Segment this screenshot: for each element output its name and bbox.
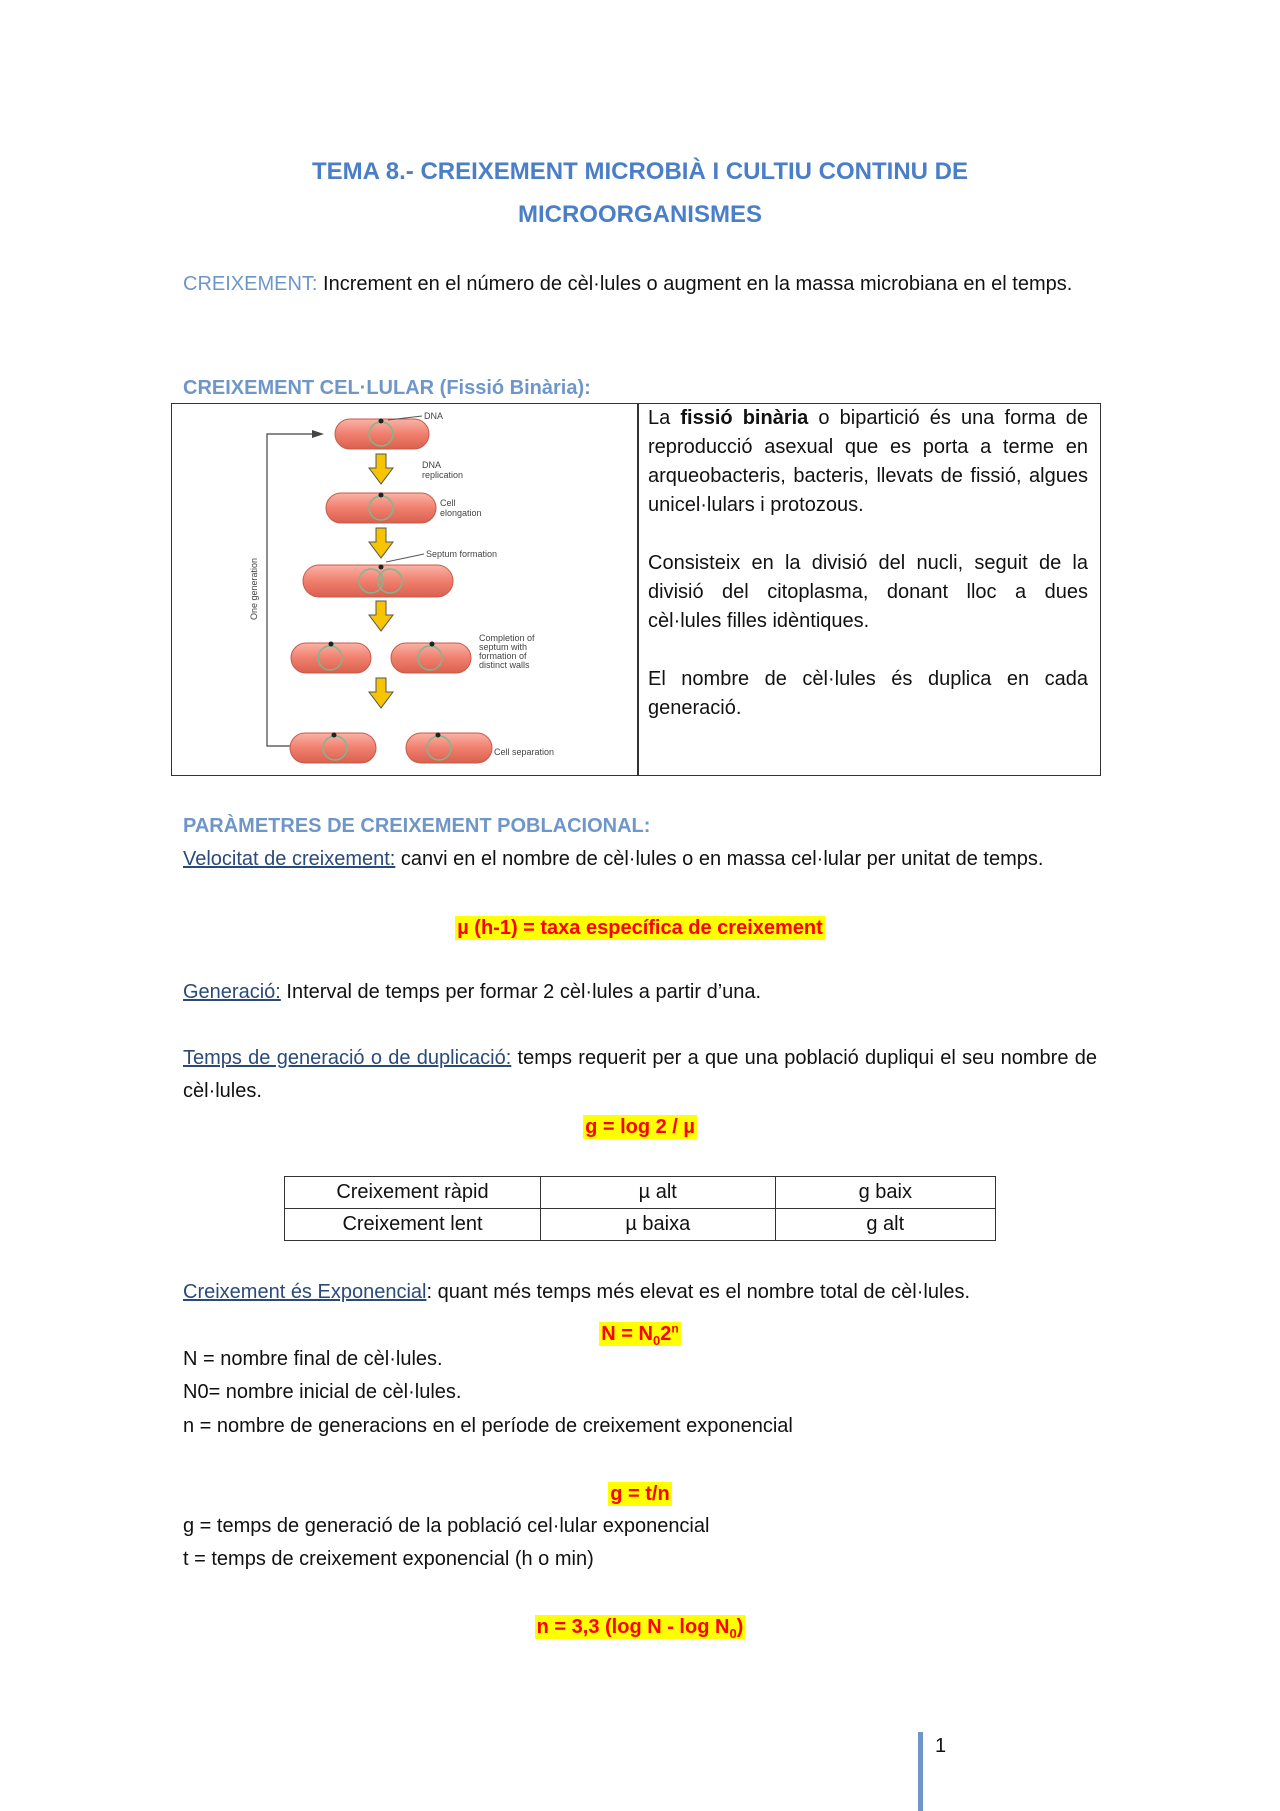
down-arrow-icon [369, 454, 393, 484]
exponencial-text: : quant més temps més elevat es el nombre total de cèl·lules. [426, 1281, 971, 1303]
temps-text: temps requerit per a que una població dupliqui el seu nombre de cèl·lules. [183, 1047, 1097, 1102]
bacterial-cell [290, 733, 376, 763]
velocitat-term: Velocitat de creixement: [183, 848, 396, 870]
formula-g-row [183, 1112, 1097, 1142]
formula-n [535, 1615, 746, 1639]
attachment-dot [329, 642, 334, 647]
formula-mu: µ (h-1) = taxa específica de creixement [457, 917, 823, 939]
completion-label: septum with [479, 642, 528, 652]
generacio-text: Interval de temps per formar 2 cèl·lules a partir d’una. [280, 981, 762, 1003]
exponencial-definition [183, 1276, 1097, 1309]
page-title [183, 150, 1097, 236]
formula-n-a: n = 3,3 (log N - log N [536, 1616, 730, 1638]
temps-term: Temps de generació o de duplicació: [183, 1047, 512, 1069]
attachment-dot [332, 733, 337, 738]
creixement-definition [183, 268, 1097, 301]
formula-N-sup: n [671, 1321, 679, 1335]
fission-para-1 [648, 404, 1088, 520]
generacio-definition [183, 976, 1097, 1009]
dna-replication-label: DNA [422, 460, 442, 470]
def-N: N = nombre final de cèl·lules. [183, 1348, 443, 1370]
table-cell: µ baixa [540, 1209, 775, 1241]
attachment-dot [430, 642, 435, 647]
fission-figure-table [171, 403, 1101, 776]
completion-label: Completion of [479, 633, 535, 643]
para1-pre: La [648, 407, 681, 429]
attachment-dot [379, 419, 384, 424]
septum-formation-label: Septum formation [426, 549, 498, 559]
down-arrow-icon [369, 601, 393, 631]
formula-N-sub: 0 [652, 1332, 661, 1348]
title-line-2: MICROORGANISMES [517, 201, 762, 228]
attachment-dot [379, 565, 384, 570]
creixement-text: Increment en el número de cèl·lules o augment en la massa microbiana en el temps. [317, 273, 1073, 295]
bacterial-cell [335, 419, 429, 449]
params-heading: PARÀMETRES DE CREIXEMENT POBLACIONAL: [183, 815, 651, 837]
creixement-label: CREIXEMENT: [183, 273, 318, 295]
table-cell: Creixement ràpid [285, 1177, 541, 1209]
para1-post: o bipartició és una forma de reproducció asexual que es porta a terme en arqueobacteris, bacteris, llevats de fissió, algues unicel·lulars i protozous. [648, 407, 1088, 516]
dna-label: DNA [424, 411, 444, 421]
def-n: n = nombre de generacions en el període de creixement exponencial [183, 1415, 793, 1437]
page-number-bar [918, 1732, 923, 1811]
formula-N-b: 2 [660, 1322, 672, 1345]
formula-n-b: ) [736, 1616, 744, 1638]
def-N0: N0= nombre inicial de cèl·lules. [183, 1381, 462, 1403]
formula-N-a: N = N [601, 1322, 653, 1345]
completion-label: distinct walls [479, 660, 530, 670]
leader-line [386, 554, 424, 562]
table-row [285, 1209, 996, 1241]
page-number: 1 [935, 1735, 947, 1757]
attachment-dot [379, 493, 384, 498]
title-line-1: TEMA 8.- CREIXEMENT MICROBIÀ I CULTIU CONTINU DE [312, 158, 968, 185]
formula-g: g = log 2 / µ [585, 1116, 695, 1138]
growth-comparison-table [284, 1176, 996, 1241]
formula-gtn-row [183, 1479, 1097, 1509]
velocitat-text: canvi en el nombre de cèl·lules o en massa cel·lular per unitat de temps. [395, 848, 1044, 870]
figure-divider [637, 404, 639, 775]
down-arrow-icon [369, 678, 393, 708]
fission-para-2: Consisteix en la divisió del nucli, seguit de la divisió del citoplasma, donant lloc a dues cèl·lules filles idèntiques. [648, 552, 1088, 632]
dna-replication-label: replication [422, 470, 464, 480]
temps-definition [183, 1042, 1097, 1108]
formula-n-row [183, 1612, 1097, 1649]
cellular-heading: CREIXEMENT CEL·LULAR (Fissió Binària): [183, 377, 591, 399]
exponencial-term: Creixement és Exponencial [183, 1281, 427, 1303]
bacterial-cell [391, 643, 471, 673]
formula-mu-row [183, 913, 1097, 943]
one-generation-label: One generation [249, 557, 259, 621]
cell-separation-label: Cell separation [494, 747, 555, 757]
def-g: g = temps de generació de la població cel·lular exponencial [183, 1515, 710, 1537]
para1-bold: fissió binària [680, 407, 809, 429]
cell-elongation-label: Cell [440, 498, 456, 508]
down-arrow-icon [369, 528, 393, 558]
generacio-term: Generació: [183, 981, 281, 1003]
fission-para-3: El nombre de cèl·lules és duplica en cada generació. [648, 668, 1088, 719]
bracket-arrowhead-icon [312, 430, 324, 438]
table-cell: µ alt [540, 1177, 775, 1209]
table-cell: g baix [775, 1177, 995, 1209]
table-cell: g alt [775, 1209, 995, 1241]
bacterial-cell [406, 733, 492, 763]
cell-elongation-label: elongation [440, 508, 482, 518]
formula-n-sub: 0 [729, 1626, 737, 1641]
table-cell: Creixement lent [285, 1209, 541, 1241]
formula-gtn: g = t/n [610, 1483, 670, 1505]
velocitat-definition [183, 843, 1097, 876]
completion-label: formation of [479, 651, 527, 661]
def-t: t = temps de creixement exponencial (h o min) [183, 1548, 594, 1570]
table-row [285, 1177, 996, 1209]
attachment-dot [436, 733, 441, 738]
bacterial-cell [291, 643, 371, 673]
binary-fission-diagram [172, 404, 635, 775]
fission-description [648, 404, 1088, 752]
